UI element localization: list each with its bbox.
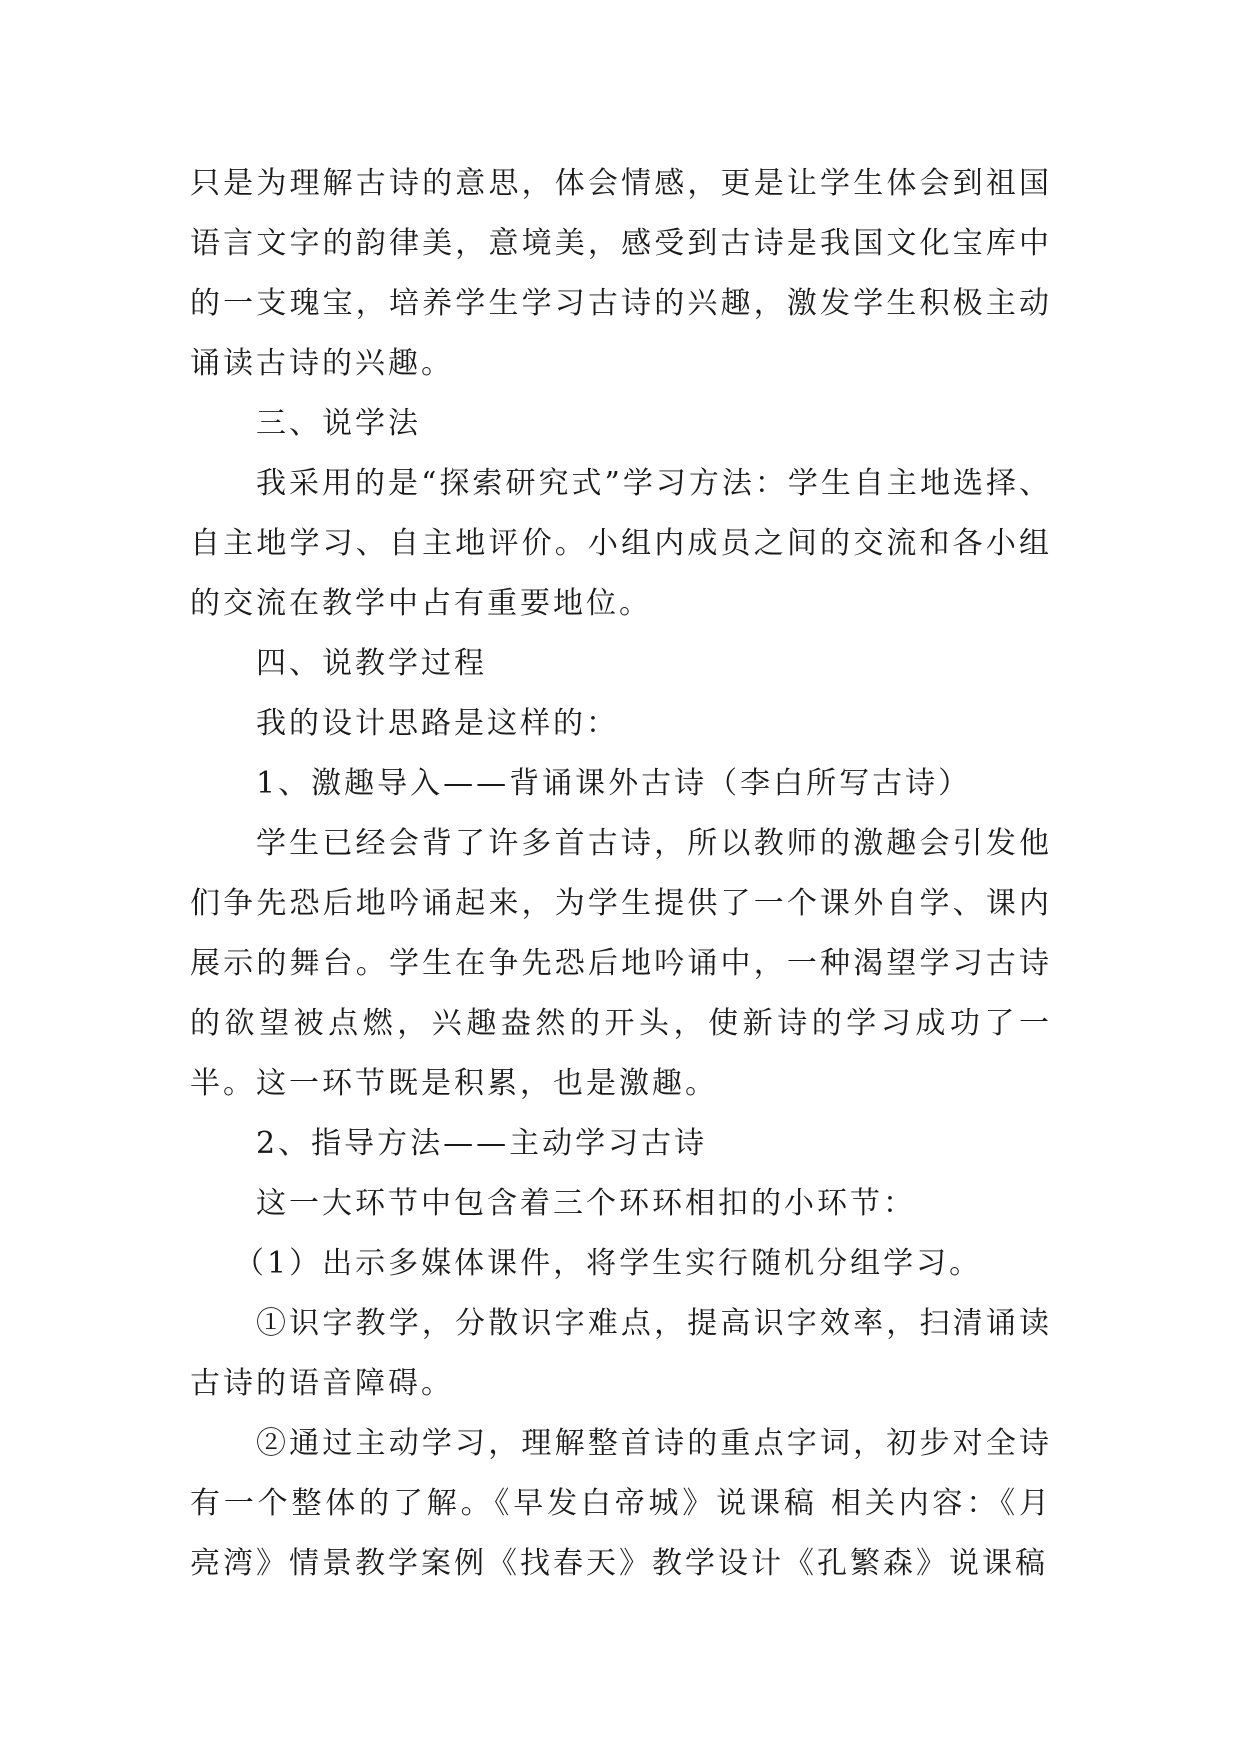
paragraph-study-method: 我采用的是“探索研究式”学习方法：学生自主地选择、自主地学习、自主地评价。小组内成员之间的交流和各小组的交流在教学中占有重要地位。 <box>190 466 1052 621</box>
paragraph-step-2-intro: 这一大环节中包含着三个环环相扣的小环节： <box>256 1186 916 1221</box>
paragraph-step-1: 学生已经会背了许多首古诗，所以教师的激趣会引发他们争先恐后地吟诵起来，为学生提供了一个课外自学、课内展示的舞台。学生在争先恐后地吟诵中，一种渴望学习古诗的欲望被点燃，兴趣盎然的开头，使新诗的学习成功了一半。这一环节既是积累，也是激趣。 <box>190 826 1052 1101</box>
subheading-step-2: 2、指导方法——主动学习古诗 <box>256 1126 708 1161</box>
paragraph-continuation: 只是为理解古诗的意思，体会情感，更是让学生体会到祖国语言文字的韵律美，意境美，感受到古诗是我国文化宝库中的一支瑰宝，培养学生学习古诗的兴趣，激发学生积极主动诵读古诗的兴趣。 <box>190 166 1052 381</box>
list-item-circled-1: ①识字教学，分散识字难点，提高识字效率，扫清诵读古诗的语音障碍。 <box>190 1306 1052 1401</box>
subheading-step-1: 1、激趣导入——背诵课外古诗（李白所写古诗） <box>256 766 972 801</box>
list-item-circled-2: ②通过主动学习，理解整首诗的重点字词，初步对全诗有一个整体的了解。《早发白帝城》说课稿 相关内容：《月亮湾》情景教学案例《找春天》教学设计《孔繁森》说课稿 <box>190 1426 1052 1581</box>
section-heading-study-method: 三、说学法 <box>256 406 421 441</box>
document-body <box>190 154 1052 1594</box>
section-heading-teaching-process: 四、说教学过程 <box>256 646 487 681</box>
paragraph-design-intro: 我的设计思路是这样的： <box>256 706 619 741</box>
list-item-1: （1）出示多媒体课件，将学生实行随机分组学习。 <box>234 1246 983 1281</box>
